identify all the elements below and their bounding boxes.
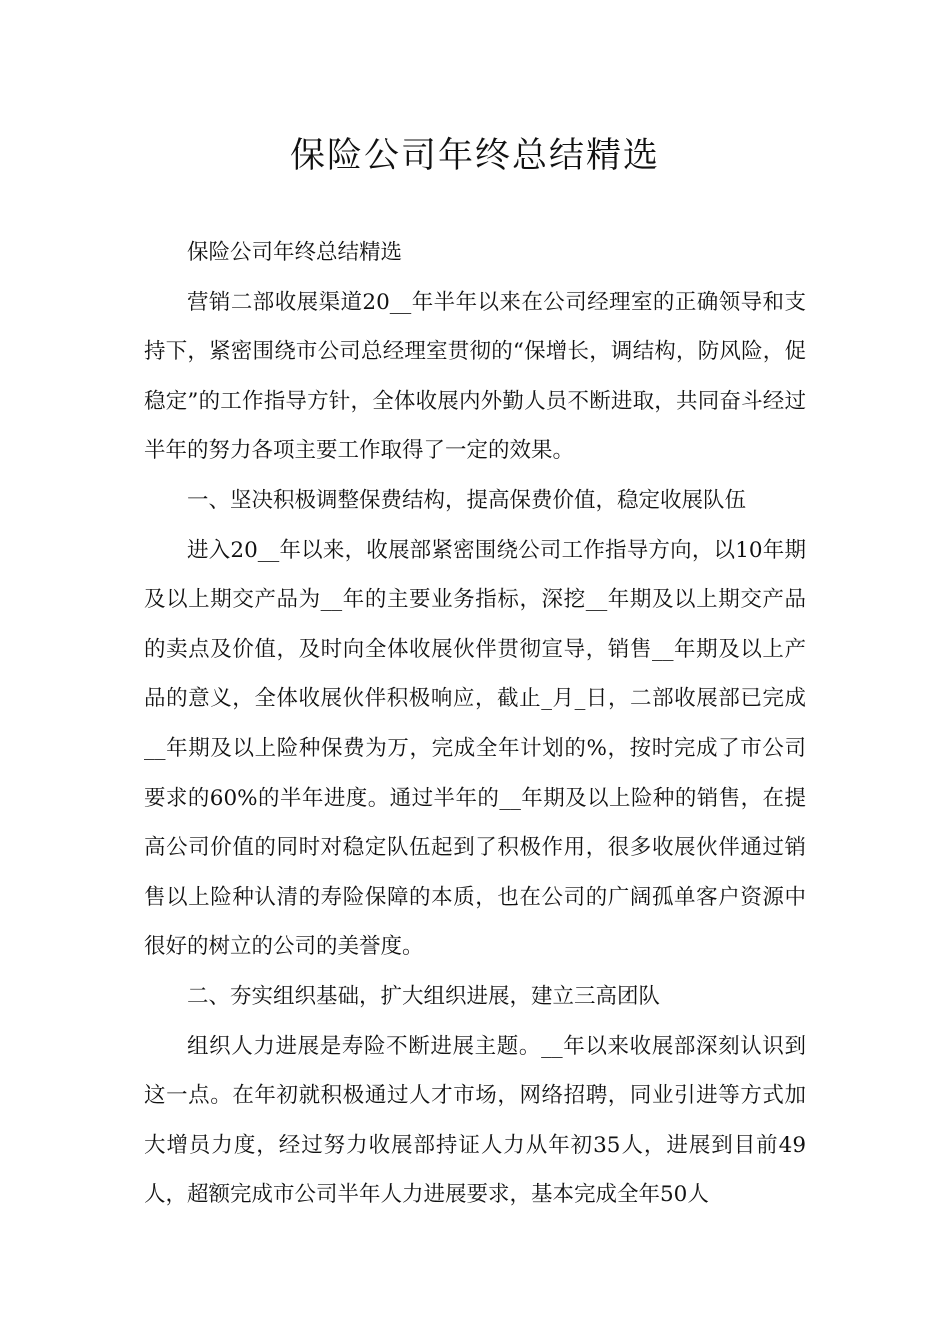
section-heading-2: 二、夯实组织基础，扩大组织进展，建立三高团队	[187, 983, 661, 1009]
paragraph-intro: 营销二部收展渠道20__年半年以来在公司经理室的正确领导和支持下，紧密围绕市公司总经理室贯彻的“保增长，调结构，防风险，促稳定”的工作指导方针，全体收展内外勤人员不断进取，共同奋斗经过半年的努力各项主要工作取得了一定的效果。	[144, 289, 806, 464]
section-heading-1: 一、坚决积极调整保费结构，提高保费价值，稳定收展队伍	[187, 487, 747, 513]
paragraph-section-1: 进入20__年以来，收展部紧密围绕公司工作指导方向，以10年期及以上期交产品为__年的主要业务指标，深挖__年期及以上期交产品的卖点及价值，及时向全体收展伙伴贯彻宣导，销售__年期及以上产品的意义，全体收展伙伴积极响应，截止_月_日，二部收展部已完成__年期及以上险种保费为万，完成全年计划的%，按时完成了市公司要求的60%的半年进度。通过半年的__年期及以上险种的销售，在提高公司价值的同时对稳定队伍起到了积极作用，很多收展伙伴通过销售以上险种认清的寿险保障的本质，也在公司的广阔孤单客户资源中很好的树立的公司的美誉度。	[144, 537, 806, 960]
paragraph-section-2: 组织人力进展是寿险不断进展主题。__年以来收展部深刻认识到这一点。在年初就积极通过人才市场，网络招聘，同业引进等方式加大增员力度，经过努力收展部持证人力从年初35人，进展到目前49人，超额完成市公司半年人力进展要求，基本完成全年50人	[144, 1033, 806, 1208]
document-title: 保险公司年终总结精选	[289, 136, 660, 176]
paragraph-subtitle: 保险公司年终总结精选	[187, 240, 403, 265]
document-body	[144, 228, 806, 1220]
